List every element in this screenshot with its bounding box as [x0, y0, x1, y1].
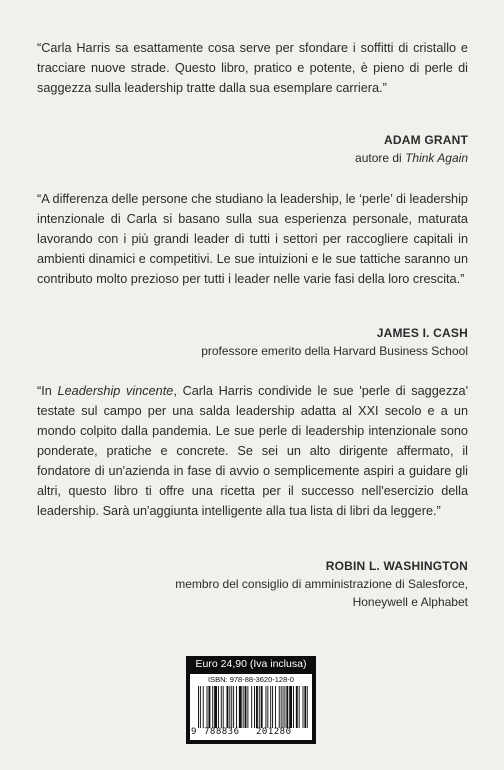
barcode-digit-group2: 201280: [256, 727, 292, 737]
barcode-bar: [281, 686, 282, 728]
quote-robin-washington: [37, 381, 468, 521]
barcode-bar: [233, 686, 234, 728]
barcode-bar: [286, 686, 288, 728]
barcode-bar: [265, 686, 266, 728]
quote-james-cash: “A differenza delle persone che studiano la leadership, le ‘perle’ di leadership intenzionale di Carla si basano sulla sua esperienza personale, maturata lavorando con i più grandi leader di tutti i settori per raccogliere capitali in ambienti dinamici e competitivi. Le sue intuizioni e le sue tattiche saranno un contributo molto prezioso per tutti i leader nelle varie fasi della loro crescita.”: [37, 192, 468, 286]
barcode-bar: [207, 686, 208, 728]
barcode-bar: [284, 686, 285, 728]
barcode-bar: [227, 686, 229, 728]
barcode-bar: [261, 686, 263, 728]
barcode-bar: [293, 686, 294, 728]
barcode-bar: [223, 686, 224, 728]
barcode-bar: [279, 686, 280, 728]
barcode-digit-group1: 788836: [204, 727, 240, 737]
barcode-bar: [267, 686, 268, 728]
author-name: ROBIN L. WASHINGTON: [325, 559, 468, 573]
barcode-bar: [251, 686, 252, 728]
author-role: [355, 149, 468, 167]
attribution-adam-grant: [355, 131, 468, 167]
barcode-bar: [275, 686, 276, 728]
barcode-panel: [190, 674, 312, 740]
barcode-bar: [299, 686, 300, 728]
barcode-bar: [247, 686, 248, 728]
isbn-label: ISBN: 978-88-3620-128-0: [208, 675, 294, 684]
barcode-bar: [200, 686, 201, 728]
barcode-bar: [214, 686, 217, 728]
author-role-line2: Honeywell e Alphabet: [352, 595, 468, 609]
barcode-bar: [307, 686, 308, 728]
barcode-bar: [245, 686, 247, 728]
author-role: professore emerito della Harvard Business School: [201, 344, 468, 358]
quote-prefix: “In: [37, 384, 58, 398]
barcode-bar: [304, 686, 306, 728]
barcode-bar: [270, 686, 271, 728]
attribution-james-cash: [201, 324, 468, 360]
barcode-bar: [203, 686, 204, 728]
barcode-bar: [272, 686, 273, 728]
barcode-bar: [221, 686, 222, 728]
barcode-bar: [208, 686, 210, 728]
barcode-bar: [218, 686, 219, 728]
barcode-bar: [231, 686, 232, 728]
barcode-bar: [229, 686, 230, 728]
attribution-robin-washington: [175, 557, 468, 611]
book-title: Leadership vincente: [57, 384, 174, 398]
barcode-bar: [259, 686, 260, 728]
barcode-block: [186, 656, 316, 744]
quote-adam-grant: “Carla Harris sa esattamente cosa serve per sfondare i soffitti di cristallo e tracciare nuove strade. Questo libro, pratico e potente, è pieno di perle di saggezza sulla leadership tratte dalla sua esemplare carriera.”: [37, 41, 468, 95]
author-name: ADAM GRANT: [384, 133, 468, 147]
barcode-bar: [236, 686, 237, 728]
quote-body: , Carla Harris condivide le sue 'perle di saggezza' testate sul campo per una salda leadership adatta al XXI secolo e a un mondo colpito dalla pandemia. Le sue perle di leadership intenzionale sono ponderate, pratiche e concrete. Se sei un alto dirigente affermato, il fondatore di un'azienda in fase di avvio o semplicemente aspiri a guidare gli altri, questo libro ti offre una ricetta per il successo nell'esercizio della leadership. Sarà un'aggiunta intelligente alla tua lista di libri da leggere.”: [37, 384, 468, 518]
author-name: JAMES I. CASH: [376, 326, 468, 340]
price-label: Euro 24,90 (Iva inclusa): [195, 658, 307, 670]
barcode-bar: [256, 686, 258, 728]
author-role-line1: membro del consiglio di amministrazione di Salesforce,: [175, 577, 468, 591]
barcode-bar: [243, 686, 244, 728]
role-text: autore di: [355, 151, 406, 165]
barcode-bar: [283, 686, 284, 728]
barcode-bar: [289, 686, 292, 728]
barcode-bar: [254, 686, 255, 728]
barcode-bar: [212, 686, 213, 728]
book-title: Think Again: [405, 151, 468, 165]
barcode-digit-first: 9: [191, 727, 197, 737]
barcode-bar: [198, 686, 199, 728]
barcode-bar: [239, 686, 242, 728]
barcode-bars: [198, 686, 308, 728]
barcode-bar: [303, 686, 304, 728]
barcode-bar: [296, 686, 298, 728]
